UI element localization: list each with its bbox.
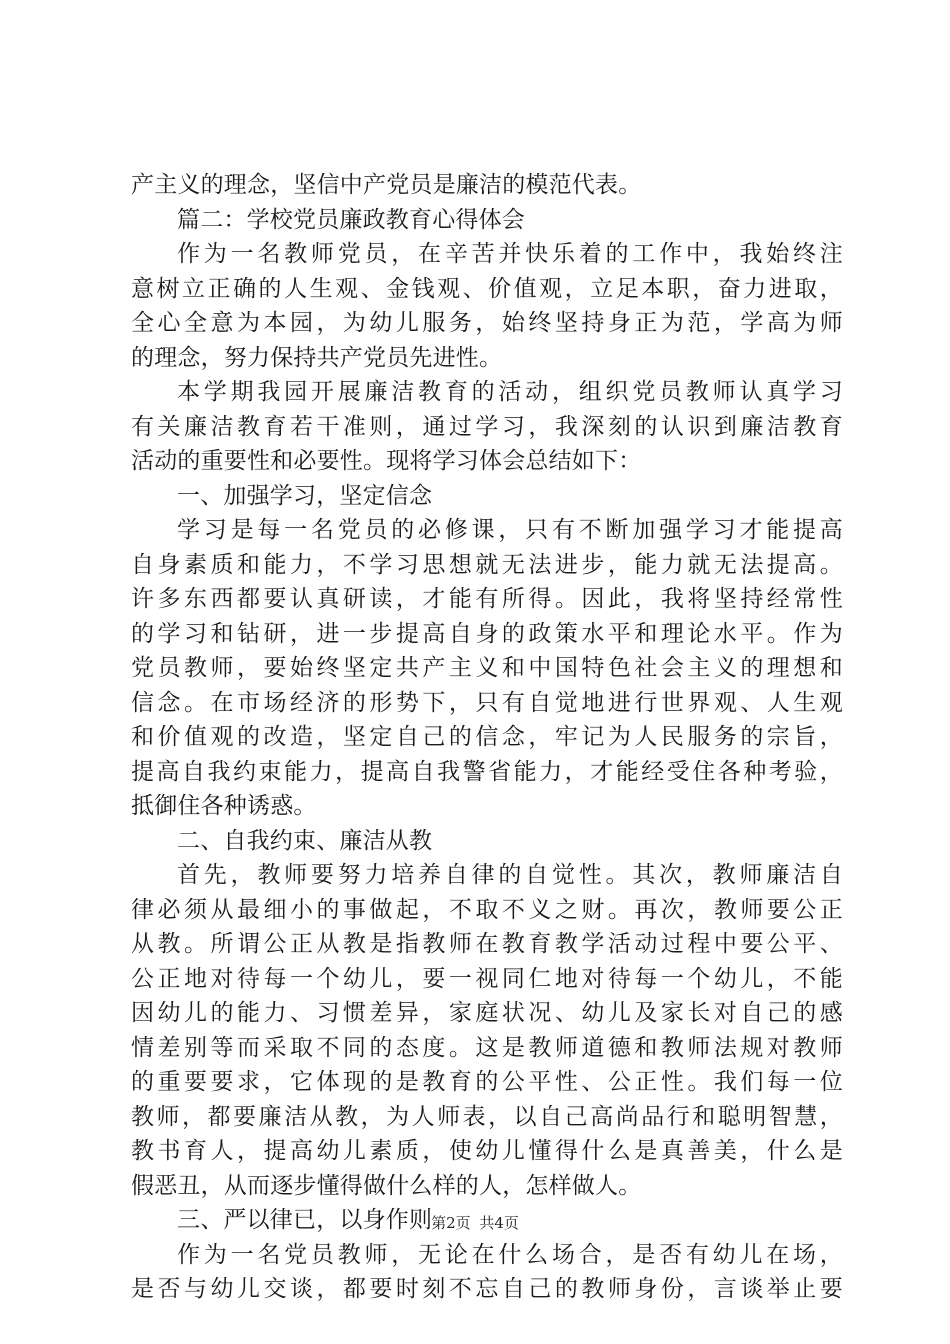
paragraph-line: 作为一名教师党员，在辛苦并快乐着的工作中，我始终注 xyxy=(177,241,843,267)
paragraph-line: 和价值观的改造，坚定自己的信念，牢记为人民服务的宗旨， xyxy=(131,724,843,750)
paragraph-line: 首先，教师要努力培养自律的自觉性。其次，教师廉洁自 xyxy=(177,862,843,888)
paragraph-line: 有关廉洁教育若干准则，通过学习，我深刻的认识到廉洁教育 xyxy=(131,413,843,440)
paragraph-line: 产主义的理念，坚信中产党员是廉洁的模范代表。 xyxy=(131,172,642,198)
paragraph-line: 自身素质和能力，不学习思想就无法进步，能力就无法提高。 xyxy=(131,551,843,578)
paragraph-line: 假恶丑，从而逐步懂得做什么样的人，怎样做人。 xyxy=(131,1172,642,1199)
paragraph-line: 篇二：学校党员廉政教育心得体会 xyxy=(177,206,525,233)
page-number: 第2页 xyxy=(431,1214,471,1232)
paragraph-line: 二、自我约束、廉洁从教 xyxy=(177,827,433,854)
paragraph-line: 党员教师，要始终坚定共产主义和中国特色社会主义的理想和 xyxy=(131,655,843,681)
paragraph-line: 公正地对待每一个幼儿，要一视同仁地对待每一个幼儿，不能 xyxy=(131,965,843,992)
paragraph-line: 一、加强学习，坚定信念 xyxy=(177,482,433,509)
paragraph-line: 活动的重要性和必要性。现将学习体会总结如下： xyxy=(131,448,642,474)
page-total: 共4页 xyxy=(479,1214,519,1232)
paragraph-line: 许多东西都要认真研读，才能有所得。因此，我将坚持经常性 xyxy=(131,586,843,612)
document-body xyxy=(131,168,843,1307)
paragraph-line: 全心全意为本园，为幼儿服务，始终坚持身正为范，学高为师 xyxy=(131,310,843,336)
paragraph-line: 本学期我园开展廉洁教育的活动，组织党员教师认真学习 xyxy=(177,379,843,405)
paragraph-line: 的学习和钻研，进一步提高自身的政策水平和理论水平。作为 xyxy=(131,620,843,647)
paragraph-line: 情差别等而采取不同的态度。这是教师道德和教师法规对教师 xyxy=(131,1034,843,1061)
paragraph-line: 教书育人，提高幼儿素质，使幼儿懂得什么是真善美，什么是 xyxy=(131,1138,843,1164)
paragraph-line: 的理念，努力保持共产党员先进性。 xyxy=(131,344,503,371)
paragraph-line: 律必须从最细小的事做起，不取不义之财。再次，教师要公正 xyxy=(131,896,843,923)
paragraph-line: 因幼儿的能力、习惯差异，家庭状况、幼儿及家长对自己的感 xyxy=(131,1000,843,1026)
paragraph-line: 抵御住各种诱惑。 xyxy=(131,793,317,819)
paragraph-line: 意树立正确的人生观、金钱观、价值观，立足本职，奋力进取， xyxy=(131,275,843,302)
paragraph-line: 教师，都要廉洁从教，为人师表，以自己高尚品行和聪明智慧， xyxy=(131,1103,843,1130)
paragraph-line: 三、严以律已，以身作则 xyxy=(177,1207,433,1233)
paragraph-line: 信念。在市场经济的形势下，只有自觉地进行世界观、人生观 xyxy=(131,689,843,716)
paragraph-line: 从教。所谓公正从教是指教师在教育教学活动过程中要公平、 xyxy=(131,931,843,957)
paragraph-line: 学习是每一名党员的必修课，只有不断加强学习才能提高 xyxy=(177,517,843,543)
paragraph-line: 提高自我约束能力，提高自我警省能力，才能经受住各种考验， xyxy=(131,758,843,785)
paragraph-line: 的重要要求，它体现的是教育的公平性、公正性。我们每一位 xyxy=(131,1069,843,1095)
paragraph-line: 是否与幼儿交谈，都要时刻不忘自己的教师身份，言谈举止要 xyxy=(131,1276,843,1302)
page-footer xyxy=(0,1213,950,1233)
paragraph-line: 作为一名党员教师，无论在什么场合，是否有幼儿在场， xyxy=(177,1241,843,1268)
